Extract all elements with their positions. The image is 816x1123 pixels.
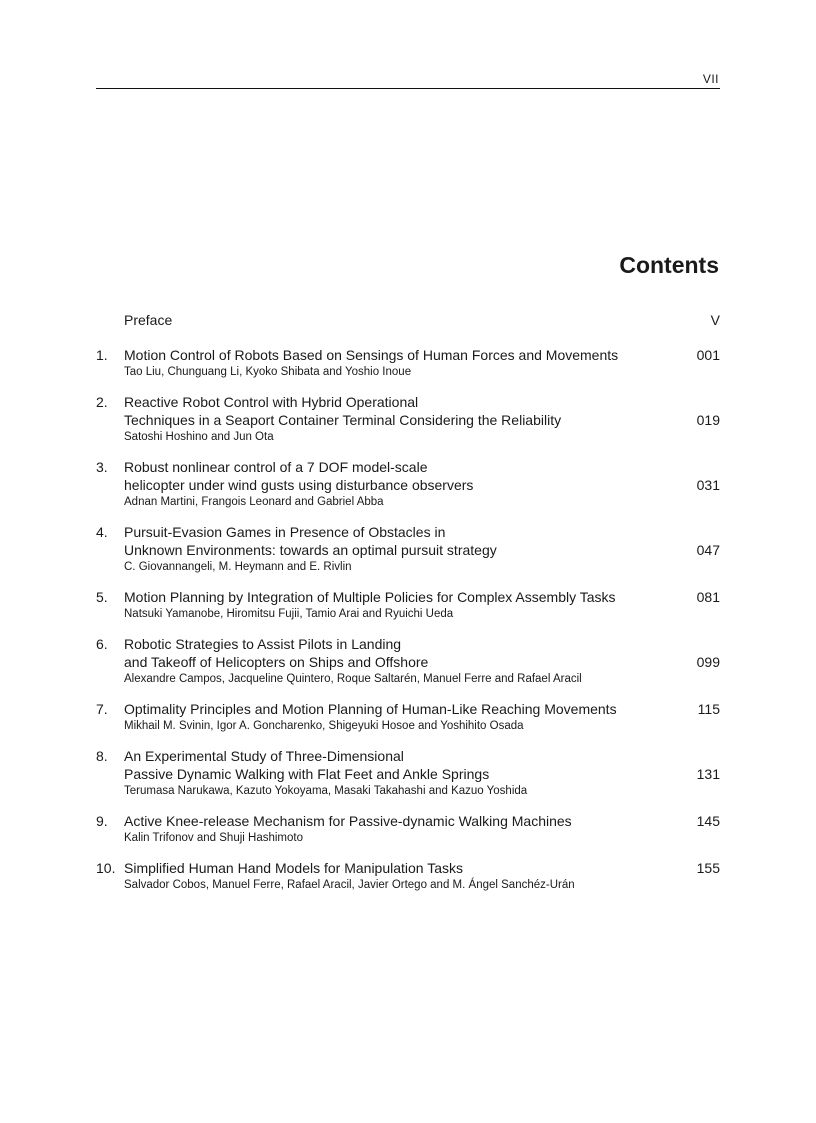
chapter-title-line: Reactive Robot Control with Hybrid Operational	[124, 394, 419, 410]
toc-entry-preface[interactable]	[96, 310, 720, 346]
chapter-authors: Mikhail M. Svinin, Igor A. Goncharenko, Shigeyuki Hosoe and Yoshihito Osada	[124, 720, 524, 732]
toc-entry[interactable]	[96, 747, 720, 799]
chapter-number: 7.	[96, 701, 108, 717]
chapter-authors: Tao Liu, Chunguang Li, Kyoko Shibata and Yoshio Inoue	[124, 366, 412, 378]
contents-title: Contents	[619, 252, 719, 278]
toc-entry[interactable]	[96, 393, 720, 445]
chapter-page-number: 001	[696, 347, 720, 363]
chapter-page-number: 155	[696, 860, 720, 876]
toc-entry[interactable]	[96, 458, 720, 510]
chapter-page-number: 047	[696, 542, 720, 558]
chapter-title-line: Techniques in a Seaport Container Terminal Considering the Reliability	[124, 412, 562, 428]
chapter-authors: Terumasa Narukawa, Kazuto Yokoyama, Masaki Takahashi and Kazuo Yoshida	[124, 785, 528, 797]
chapter-title-line: Pursuit-Evasion Games in Presence of Obstacles in	[124, 524, 446, 540]
chapter-authors: Natsuki Yamanobe, Hiromitsu Fujii, Tamio Arai and Ryuichi Ueda	[124, 608, 454, 620]
chapter-title-line: Unknown Environments: towards an optimal pursuit strategy	[124, 542, 497, 558]
chapter-title-line: Active Knee-release Mechanism for Passive-dynamic Walking Machines	[124, 813, 572, 829]
chapter-authors: Adnan Martini, Frangois Leonard and Gabriel Abba	[124, 496, 384, 508]
toc-entry[interactable]	[96, 523, 720, 575]
chapter-number: 10.	[96, 860, 116, 876]
chapter-number: 6.	[96, 636, 108, 652]
toc-entries	[96, 346, 720, 893]
chapter-authors: C. Giovannangeli, M. Heymann and E. Rivlin	[124, 561, 352, 573]
header-rule	[96, 88, 720, 89]
chapter-page-number: 031	[696, 477, 720, 493]
chapter-authors: Alexandre Campos, Jacqueline Quintero, Roque Saltarén, Manuel Ferre and Rafael Aracil	[124, 673, 582, 685]
chapter-number: 8.	[96, 748, 108, 764]
chapter-page-number: 145	[696, 813, 720, 829]
toc-entry[interactable]	[96, 346, 720, 380]
toc-entry[interactable]	[96, 812, 720, 846]
chapter-number: 4.	[96, 524, 108, 540]
chapter-title-line: Simplified Human Hand Models for Manipulation Tasks	[124, 860, 464, 876]
chapter-page-number: 019	[696, 412, 720, 428]
chapter-title-line: and Takeoff of Helicopters on Ships and Offshore	[124, 654, 429, 670]
toc-entry[interactable]	[96, 635, 720, 687]
page-number: VII	[702, 72, 719, 86]
chapter-number: 3.	[96, 459, 108, 475]
chapter-authors: Salvador Cobos, Manuel Ferre, Rafael Aracil, Javier Ortego and M. Ángel Sanchéz-Urán	[124, 879, 575, 891]
toc-entry[interactable]	[96, 859, 720, 893]
chapter-number: 5.	[96, 589, 108, 605]
chapter-title-line: Robust nonlinear control of a 7 DOF model-scale	[124, 459, 428, 475]
table-of-contents	[96, 310, 720, 906]
chapter-title-line: helicopter under wind gusts using disturbance observers	[124, 477, 474, 493]
chapter-authors: Kalin Trifonov and Shuji Hashimoto	[124, 832, 303, 844]
toc-entry[interactable]	[96, 588, 720, 622]
preface-label: Preface	[124, 312, 173, 328]
chapter-page-number: 081	[696, 589, 720, 605]
chapter-title-line: Robotic Strategies to Assist Pilots in Landing	[124, 636, 402, 652]
chapter-title-line: Motion Control of Robots Based on Sensings of Human Forces and Movements	[124, 347, 619, 363]
toc-entry[interactable]	[96, 700, 720, 734]
chapter-title-line: Optimality Principles and Motion Planning of Human-Like Reaching Movements	[124, 701, 617, 717]
chapter-title-line: Passive Dynamic Walking with Flat Feet and Ankle Springs	[124, 766, 490, 782]
chapter-page-number: 115	[697, 701, 720, 717]
chapter-number: 9.	[96, 813, 108, 829]
chapter-number: 2.	[96, 394, 108, 410]
chapter-authors: Satoshi Hoshino and Jun Ota	[124, 431, 274, 443]
chapter-page-number: 099	[696, 654, 720, 670]
chapter-number: 1.	[96, 347, 108, 363]
chapter-title-line: An Experimental Study of Three-Dimensional	[124, 748, 404, 764]
chapter-page-number: 131	[696, 766, 720, 782]
preface-page-number: V	[710, 312, 720, 328]
chapter-title-line: Motion Planning by Integration of Multiple Policies for Complex Assembly Tasks	[124, 589, 616, 605]
